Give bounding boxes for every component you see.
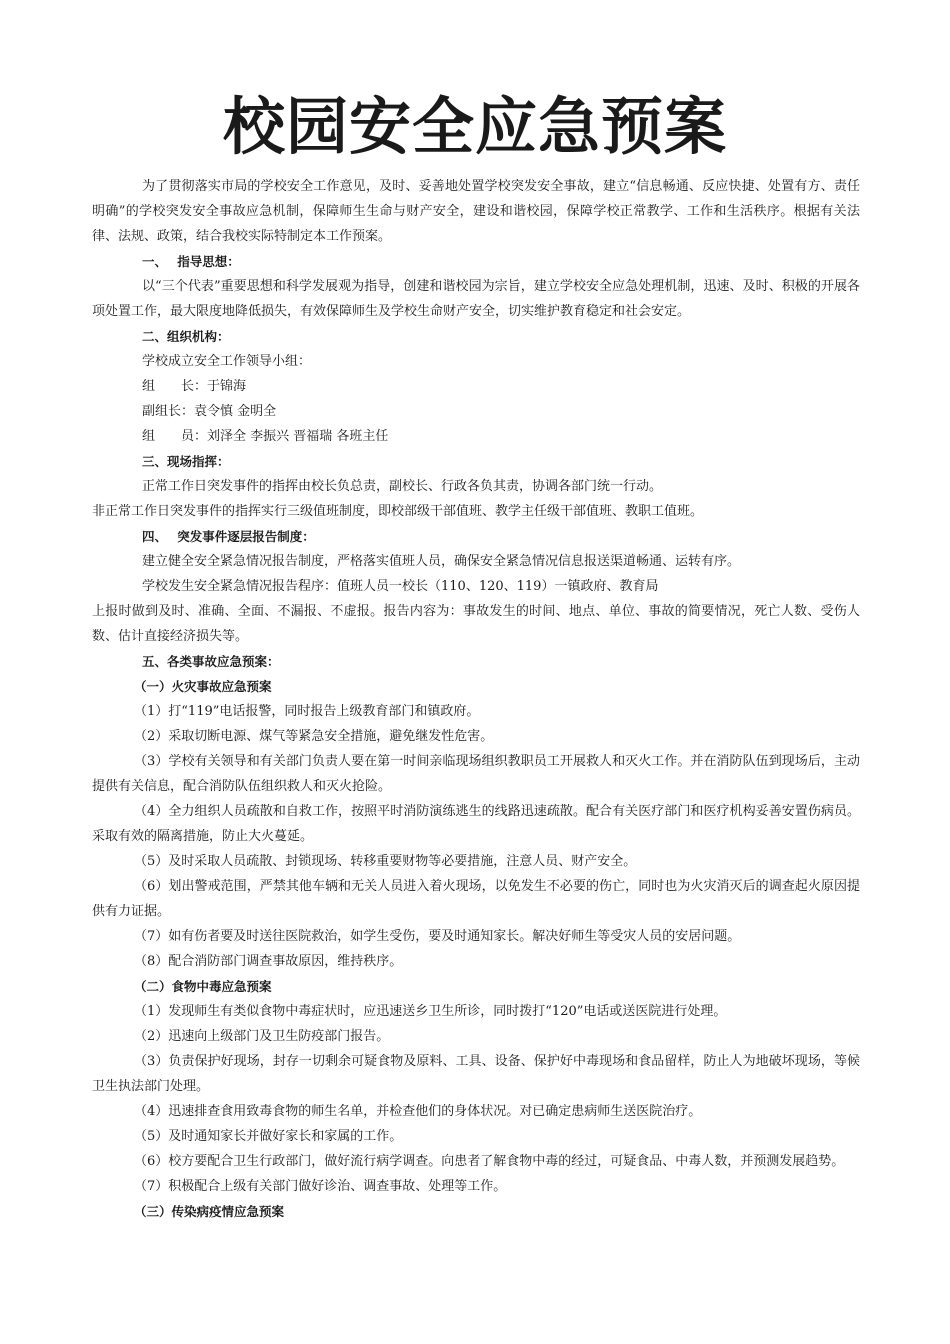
food-item-2: （2）迅速向上级部门及卫生防疫部门报告。 — [134, 1029, 390, 1044]
fire-item-1: （1）打“119”电话报警，同时报告上级教育部门和镇政府。 — [134, 704, 480, 719]
food-plan-heading: （二）食物中毒应急预案 — [134, 979, 272, 994]
section-4-title: 突发事件逐层报告制度： — [177, 529, 315, 544]
section-4-line-2: 学校发生安全紧急情况报告程序：值班人员一校长（110、120、119）一镇政府、教育局 — [142, 579, 659, 594]
section-3-heading: 三、现场指挥： — [142, 454, 230, 469]
fire-item-5: （5）及时采取人员疏散、封锁现场、转移重要财物等必要措施，注意人员、财产安全。 — [134, 854, 637, 869]
fire-item-2: （2）采取切断电源、煤气等紧急安全措施，避免继发性危害。 — [134, 729, 494, 744]
section-2-line-1: 学校成立安全工作领导小组： — [142, 354, 312, 369]
section-2-deputy: 副组长：袁令慎 金明全 — [142, 404, 277, 419]
section-1-title: 指导思想： — [177, 254, 240, 269]
section-4-line-1: 建立健全安全紧急情况报告制度，严格落实值班人员，确保安全紧急情况信息报送渠道畅通、运转有序。 — [142, 554, 741, 569]
section-3-line-1: 正常工作日突发事件的指挥由校长负总责，副校长、行政各负其责，协调各部门统一行动。 — [142, 479, 663, 494]
fire-item-3: （3）学校有关领导和有关部门负责人要在第一时间亲临现场组织教职员工开展救人和灭火工作。并在消防队伍到现场后，主动提供有关信息，配合消防队伍组织救人和灭火抢险。 — [92, 754, 860, 794]
section-1-number: 一、 — [142, 254, 161, 269]
section-1-heading — [92, 249, 860, 274]
document-title: 校园安全应急预案 — [222, 90, 727, 163]
section-2-heading: 二、组织机构： — [142, 329, 230, 344]
section-2-members: 组 员：刘泽全 李振兴 晋福瑞 各班主任 — [142, 429, 389, 444]
food-item-7: （7）积极配合上级有关部门做好诊治、调查事故、处理等工作。 — [134, 1179, 507, 1194]
food-item-4: （4）迅速排查食用致毒食物的师生名单，并检查他们的身体状况。对已确定患病师生送医院治疗。 — [134, 1104, 702, 1119]
section-1-text: 以“三个代表”重要思想和科学发展观为指导，创建和谐校园为宗旨，建立学校安全应急处理机制，迅速、及时、积极的开展各项处置工作，最大限度地降低损失，有效保障师生及学校生命财产安全，切实维护教育稳定和社会安定。 — [92, 279, 860, 319]
food-item-1: （1）发现师生有类似食物中毒症状时，应迅速送乡卫生所诊，同时拨打“120”电话或送医院进行处理。 — [134, 1004, 727, 1019]
fire-item-7: （7）如有伤者要及时送往医院救治，如学生受伤，要及时通知家长。解决好师生等受灾人员的安居问题。 — [134, 929, 741, 944]
epidemic-plan-heading: （三）传染病疫情应急预案 — [134, 1204, 285, 1219]
food-item-6: （6）校方要配合卫生行政部门，做好流行病学调查。向患者了解食物中毒的经过，可疑食品、中毒人数，并预测发展趋势。 — [134, 1154, 845, 1169]
section-5-heading: 五、各类事故应急预案： — [142, 654, 280, 669]
fire-item-4: （4）全力组织人员疏散和自救工作，按照平时消防演练逃生的线路迅速疏散。配合有关医疗部门和医疗机构妥善安置伤病员。采取有效的隔离措施，防止大火蔓延。 — [92, 804, 860, 844]
section-4-line-3: 上报时做到及时、准确、全面、不漏报、不虚报。报告内容为：事故发生的时间、地点、单位、事故的简要情况，死亡人数、受伤人数、估计直接经济损失等。 — [92, 604, 860, 644]
fire-item-6: （6）划出警戒范围，严禁其他车辆和无关人员进入着火现场，以免发生不必要的伤亡，同时也为火灾消灭后的调查起火原因提供有力证据。 — [92, 879, 860, 919]
document-body — [92, 174, 860, 1224]
food-item-3: （3）负责保护好现场，封存一切剩余可疑食物及原料、工具、设备、保护好中毒现场和食品留样，防止人为地破坏现场，等候卫生执法部门处理。 — [92, 1054, 860, 1094]
section-2-leader: 组 长：于锦海 — [142, 379, 247, 394]
section-4-number: 四、 — [142, 529, 161, 544]
fire-plan-heading: （一）火灾事故应急预案 — [134, 679, 272, 694]
food-item-5: （5）及时通知家长并做好家长和家属的工作。 — [134, 1129, 403, 1144]
section-4-heading — [92, 524, 860, 549]
section-3-line-2: 非正常工作日突发事件的指挥实行三级值班制度，即校部级干部值班、教学主任级干部值班、教职工值班。 — [92, 504, 704, 519]
fire-item-8: （8）配合消防部门调查事故原因，维持秩序。 — [134, 954, 403, 969]
intro-paragraph: 为了贯彻落实市局的学校安全工作意见，及时、妥善地处置学校突发安全事故，建立“信息畅通、反应快捷、处置有方、责任明确”的学校突发安全事故应急机制，保障师生生命与财产安全，建设和谐校园，保障学校正常教学、工作和生活秩序。根据有关法律、法规、政策，结合我校实际特制定本工作预案。 — [92, 179, 860, 244]
